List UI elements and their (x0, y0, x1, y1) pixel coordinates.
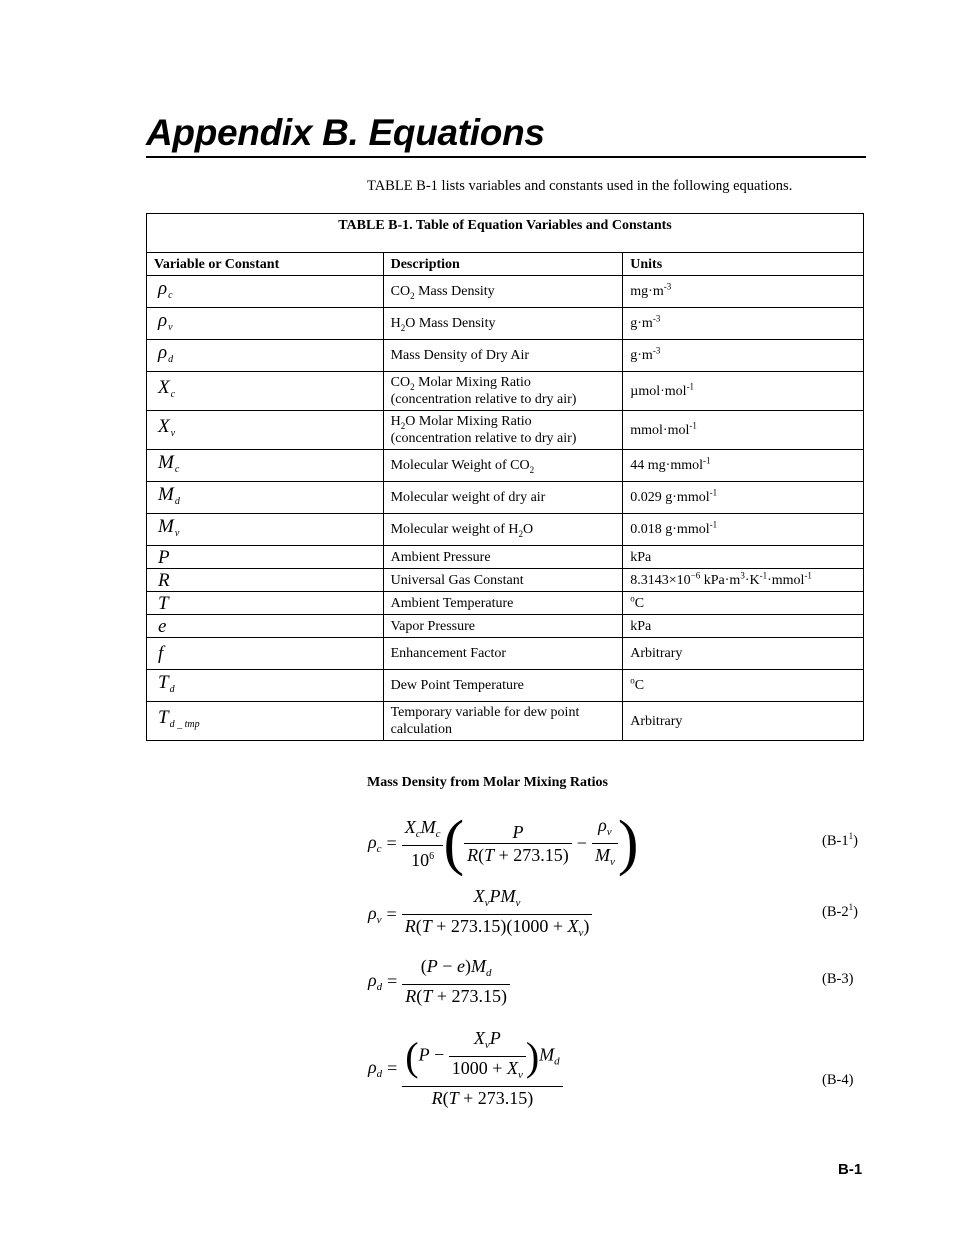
equation-b1: $\rho_c$ = $\frac{X_cM_c}{10^6}$ ( $\frac{P}{R(T + 273.15)}$ − $\frac{\rho_v}{M_v}$ ) (368, 809, 639, 877)
table-row (147, 546, 864, 569)
variable-units: 0.029 g·mmol$^{-1}$ (623, 482, 864, 514)
variable-description: $H_2O$ Mass Density (383, 308, 623, 340)
variable-description: $CO_2$ Molar Mixing Ratio (concentration relative to dry air) (383, 372, 623, 411)
table-header-row (147, 253, 864, 276)
variable-units: $mg\cdot m^{-3}$ (623, 276, 864, 308)
table-row (147, 569, 864, 592)
variable-units: $8.3143\times 10^{-6}$ $kPa\cdot m^3\cdot K^{-1}\cdot mmol^{-1}$ (623, 569, 864, 592)
equation-number-b1: $(B-1^1)$ (822, 831, 858, 849)
variable-description: Temporary variable for dew point calculation (383, 702, 623, 741)
table-row (147, 514, 864, 546)
table-row (147, 411, 864, 450)
variable-description: Universal Gas Constant (383, 569, 623, 592)
equation-b4: $\rho_d$ = (P − $\frac{X_vP}{1000 + X_v}$ )$M_d$ R(T + 273.15) (368, 1027, 563, 1109)
equation-number-b4: (B-4) (822, 1072, 854, 1088)
section-title: Mass Density from Molar Mixing Ratios (367, 775, 608, 790)
variable-units: 44 mg·mmol$^{-1}$ (623, 450, 864, 482)
heading-rule (146, 156, 866, 158)
page-number: B-1 (838, 1161, 863, 1178)
table-caption: TABLE B-1. Table of Equation Variables and Constants (147, 214, 864, 253)
variable-description: Enhancement Factor (383, 638, 623, 670)
variable-units: kPa (623, 615, 864, 638)
variable-symbol: f (147, 638, 384, 670)
variable-units: $^o$C (623, 592, 864, 615)
variable-description: Vapor Pressure (383, 615, 623, 638)
variable-symbol: $M_v$ (147, 514, 384, 546)
variable-symbol: T (147, 592, 384, 615)
column-header-description: Description (383, 253, 623, 276)
variable-units: Arbitrary (623, 702, 864, 741)
page-heading: Appendix B. Equations (146, 112, 545, 153)
equation-b3: $\rho_d$ = $\frac{(P - e)M_d}{R(T + 273.15)}$ (368, 955, 510, 1007)
variable-symbol: e (147, 615, 384, 638)
variable-description: Molecular Weight of $CO_2$ (383, 450, 623, 482)
variable-symbol: R (147, 569, 384, 592)
variable-symbol: $M_c$ (147, 450, 384, 482)
variable-units: Arbitrary (623, 638, 864, 670)
variable-units: $g\cdot m^{-3}$ (623, 308, 864, 340)
equation-b2: $\rho_v$ = $\frac{X_vPM_v}{R(T + 273.15)(1000 + X_v)}$ (368, 885, 592, 944)
table-row (147, 702, 864, 741)
variable-symbol: $T_{d \_ tmp}$ (147, 702, 384, 741)
table-row (147, 592, 864, 615)
table-row (147, 372, 864, 411)
table-row (147, 482, 864, 514)
variable-description: Ambient Pressure (383, 546, 623, 569)
variable-description: Mass Density of Dry Air (383, 340, 623, 372)
table-row (147, 615, 864, 638)
table-caption-row (147, 214, 864, 253)
variable-units: $g\cdot m^{-3}$ (623, 340, 864, 372)
intro-paragraph: TABLE B-1 lists variables and constants used in the following equations. (367, 178, 793, 194)
variable-description: Molecular weight of dry air (383, 482, 623, 514)
variable-description: $CO_2$ Mass Density (383, 276, 623, 308)
variable-units: mmol·mol$^{-1}$ (623, 411, 864, 450)
column-header-units: Units (623, 253, 864, 276)
variable-units: kPa (623, 546, 864, 569)
variable-description: Dew Point Temperature (383, 670, 623, 702)
equation-number-b3: (B-3) (822, 971, 854, 987)
variable-description: $H_2O$ Molar Mixing Ratio (concentration relative to dry air) (383, 411, 623, 450)
variable-symbol: P (147, 546, 384, 569)
equation-number-b2: $(B-2^1)$ (822, 902, 858, 920)
variable-symbol: $X_c$ (147, 372, 384, 411)
variable-symbol: $X_v$ (147, 411, 384, 450)
table-row (147, 450, 864, 482)
table-row (147, 340, 864, 372)
variable-description: Ambient Temperature (383, 592, 623, 615)
variable-units: µmol·mol$^{-1}$ (623, 372, 864, 411)
column-header-variable: Variable or Constant (147, 253, 384, 276)
variable-description: Molecular weight of $H_2O$ (383, 514, 623, 546)
variable-units: $^o$C (623, 670, 864, 702)
variable-units: 0.018 g·mmol$^{-1}$ (623, 514, 864, 546)
table-row (147, 670, 864, 702)
table-row (147, 638, 864, 670)
variable-symbol: $T_d$ (147, 670, 384, 702)
variable-symbol: $\rho_v$ (147, 308, 384, 340)
variable-symbol: $\rho_c$ (147, 276, 384, 308)
table-row (147, 308, 864, 340)
variables-table (146, 213, 864, 741)
variable-symbol: $M_d$ (147, 482, 384, 514)
table-row (147, 276, 864, 308)
variable-symbol: $\rho_d$ (147, 340, 384, 372)
